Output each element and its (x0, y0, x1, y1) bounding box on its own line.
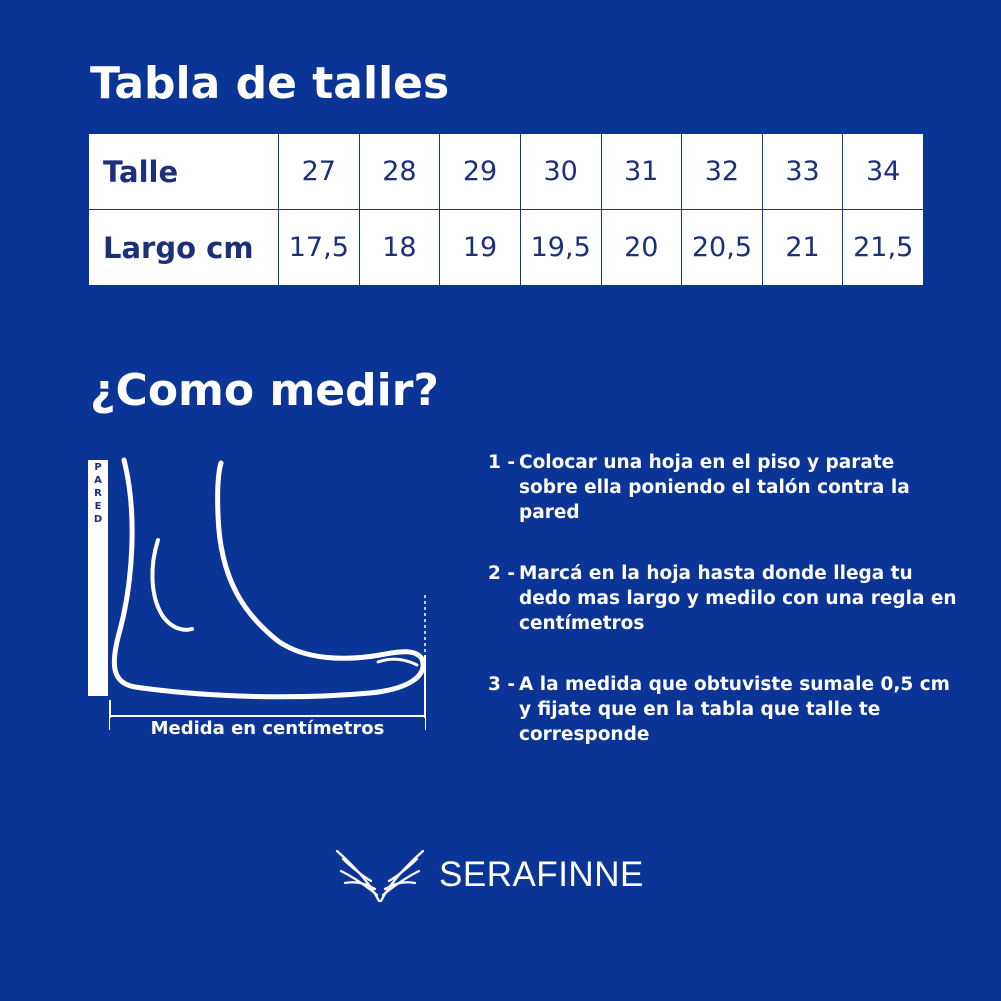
largo-cell: 18 (359, 210, 440, 286)
size-table (88, 133, 924, 286)
how-to-title: ¿Como medir? (90, 365, 439, 416)
wings-icon (335, 845, 425, 905)
largo-cell: 19 (440, 210, 521, 286)
largo-cell: 21 (762, 210, 843, 286)
step-number: 2 - (488, 563, 515, 584)
talle-cell: 27 (279, 134, 360, 210)
measure-label: Medida en centímetros (110, 718, 425, 739)
talle-cell: 30 (520, 134, 601, 210)
largo-cell: 20 (601, 210, 682, 286)
page-title: Tabla de talles (90, 58, 450, 109)
step-text: A la medida que obtuviste sumale 0,5 cm y fijate que en la tabla que talle te corresponde (519, 674, 950, 745)
talle-cell: 28 (359, 134, 440, 210)
talle-cell: 34 (843, 134, 924, 210)
largo-cell: 17,5 (279, 210, 360, 286)
largo-cell: 21,5 (843, 210, 924, 286)
largo-cell: 19,5 (520, 210, 601, 286)
talle-cell: 32 (682, 134, 763, 210)
step-item (488, 672, 958, 747)
step-number: 1 - (488, 452, 515, 473)
foot-measure-diagram (80, 455, 440, 745)
step-number: 3 - (488, 674, 515, 695)
brand-logo (335, 845, 644, 905)
brand-name: SERAFINNE (439, 855, 644, 894)
step-text: Colocar una hoja en el piso y parate sobre ella poniendo el talón contra la pared (519, 452, 910, 523)
row-label-talle: Talle (89, 134, 279, 210)
largo-cell: 20,5 (682, 210, 763, 286)
steps-list (488, 450, 958, 783)
row-label-largo: Largo cm (89, 210, 279, 286)
table-row-talle (89, 134, 924, 210)
table-row-largo (89, 210, 924, 286)
wall-label: P A R E D (93, 462, 103, 525)
step-item (488, 450, 958, 525)
step-text: Marcá en la hoja hasta donde llega tu dedo mas largo y medilo con una regla en centímetros (519, 563, 957, 634)
talle-cell: 29 (440, 134, 521, 210)
talle-cell: 31 (601, 134, 682, 210)
toe-nail-line (378, 659, 417, 665)
talle-cell: 33 (762, 134, 843, 210)
foot-inner-line (152, 540, 192, 630)
step-item (488, 561, 958, 636)
